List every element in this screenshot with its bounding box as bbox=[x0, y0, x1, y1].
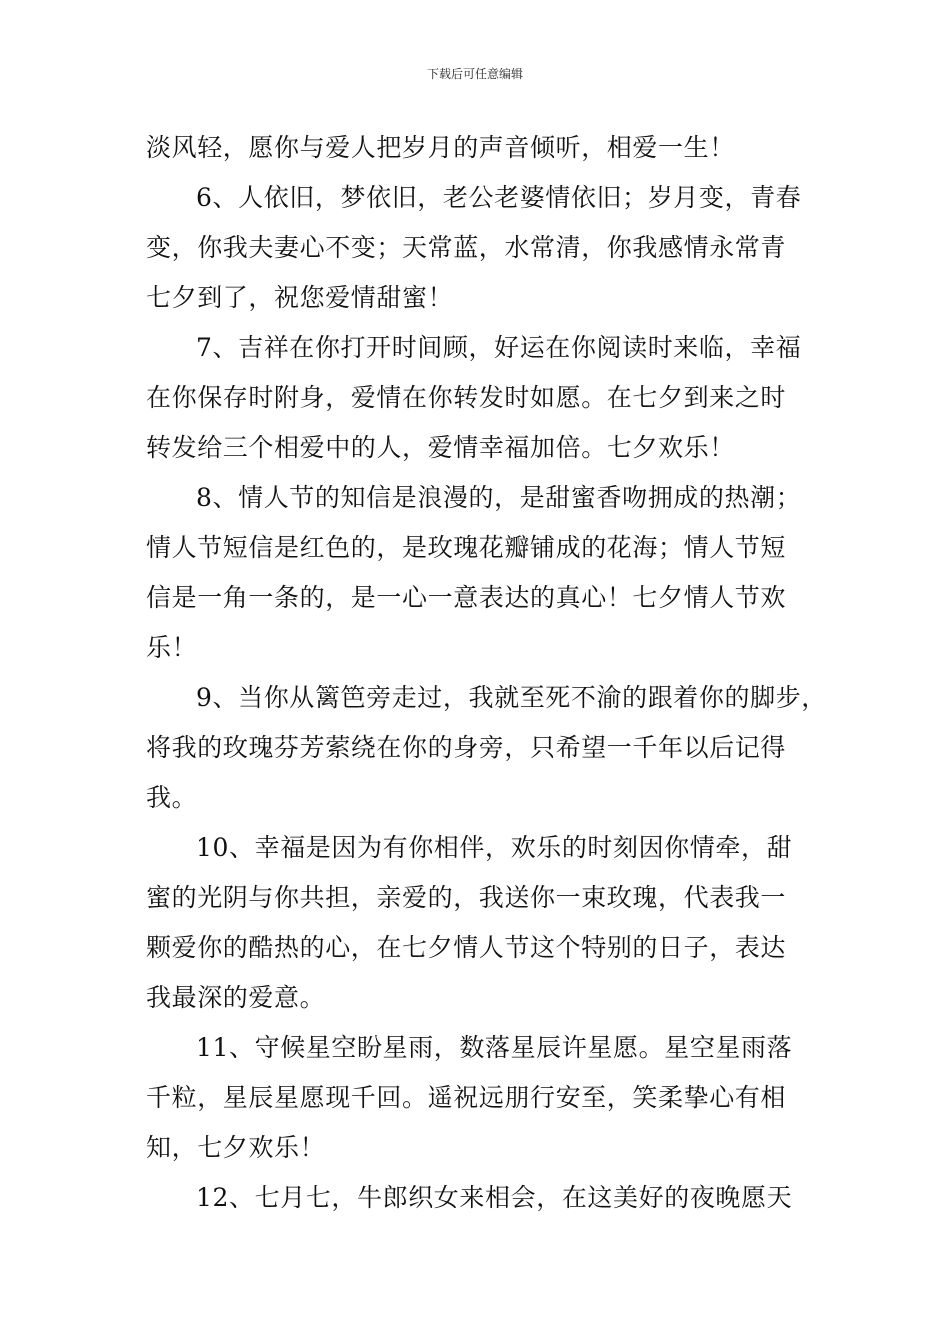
text-line: 将我的玫瑰芬芳萦绕在你的身旁，只希望一千年以后记得 bbox=[146, 733, 787, 762]
text-line: 我。 bbox=[146, 783, 198, 812]
text-line: 情人节短信是红色的，是玫瑰花瓣铺成的花海；情人节短 bbox=[146, 533, 787, 562]
text-line: 信是一角一条的，是一心一意表达的真心！七夕情人节欢 bbox=[146, 583, 787, 612]
text-line: 淡风轻，愿你与爱人把岁月的声音倾听，相爱一生！ bbox=[146, 133, 735, 162]
text-line: 千粒，星辰星愿现千回。遥祝远朋行安至，笑柔挚心有相 bbox=[146, 1083, 787, 1112]
text-line: 颗爱你的酷热的心，在七夕情人节这个特别的日子，表达 bbox=[146, 933, 787, 962]
text-line: 6、人依旧，梦依旧，老公老婆情依旧；岁月变，青春 bbox=[196, 183, 802, 212]
text-line: 转发给三个相爱中的人，爱情幸福加倍。七夕欢乐！ bbox=[146, 433, 735, 462]
text-line: 12、七月七，牛郎织女来相会，在这美好的夜晚愿天 bbox=[196, 1183, 793, 1212]
page-header: 下载后可任意编辑 bbox=[426, 67, 523, 81]
text-line: 9、当你从篱笆旁走过，我就至死不渝的跟着你的脚步， bbox=[196, 683, 827, 712]
text-line: 七夕到了，祝您爱情甜蜜！ bbox=[146, 283, 454, 312]
text-line: 蜜的光阴与你共担，亲爱的，我送你一束玫瑰，代表我一 bbox=[146, 883, 787, 912]
text-line: 8、情人节的知信是浪漫的，是甜蜜香吻拥成的热潮； bbox=[196, 483, 802, 512]
text-line: 7、吉祥在你打开时间顾，好运在你阅读时来临，幸福 bbox=[196, 333, 802, 362]
text-line: 知，七夕欢乐！ bbox=[146, 1133, 326, 1162]
text-line: 10、幸福是因为有你相伴，欢乐的时刻因你情牵，甜 bbox=[196, 833, 793, 862]
text-line: 我最深的爱意。 bbox=[146, 983, 326, 1012]
text-line: 变，你我夫妻心不变；天常蓝，水常清，你我感情永常青 bbox=[146, 233, 787, 262]
text-line: 在你保存时附身，爱情在你转发时如愿。在七夕到来之时 bbox=[146, 383, 787, 412]
text-line: 11、守候星空盼星雨，数落星辰许星愿。星空星雨落 bbox=[196, 1033, 793, 1062]
text-line: 乐！ bbox=[146, 633, 198, 662]
